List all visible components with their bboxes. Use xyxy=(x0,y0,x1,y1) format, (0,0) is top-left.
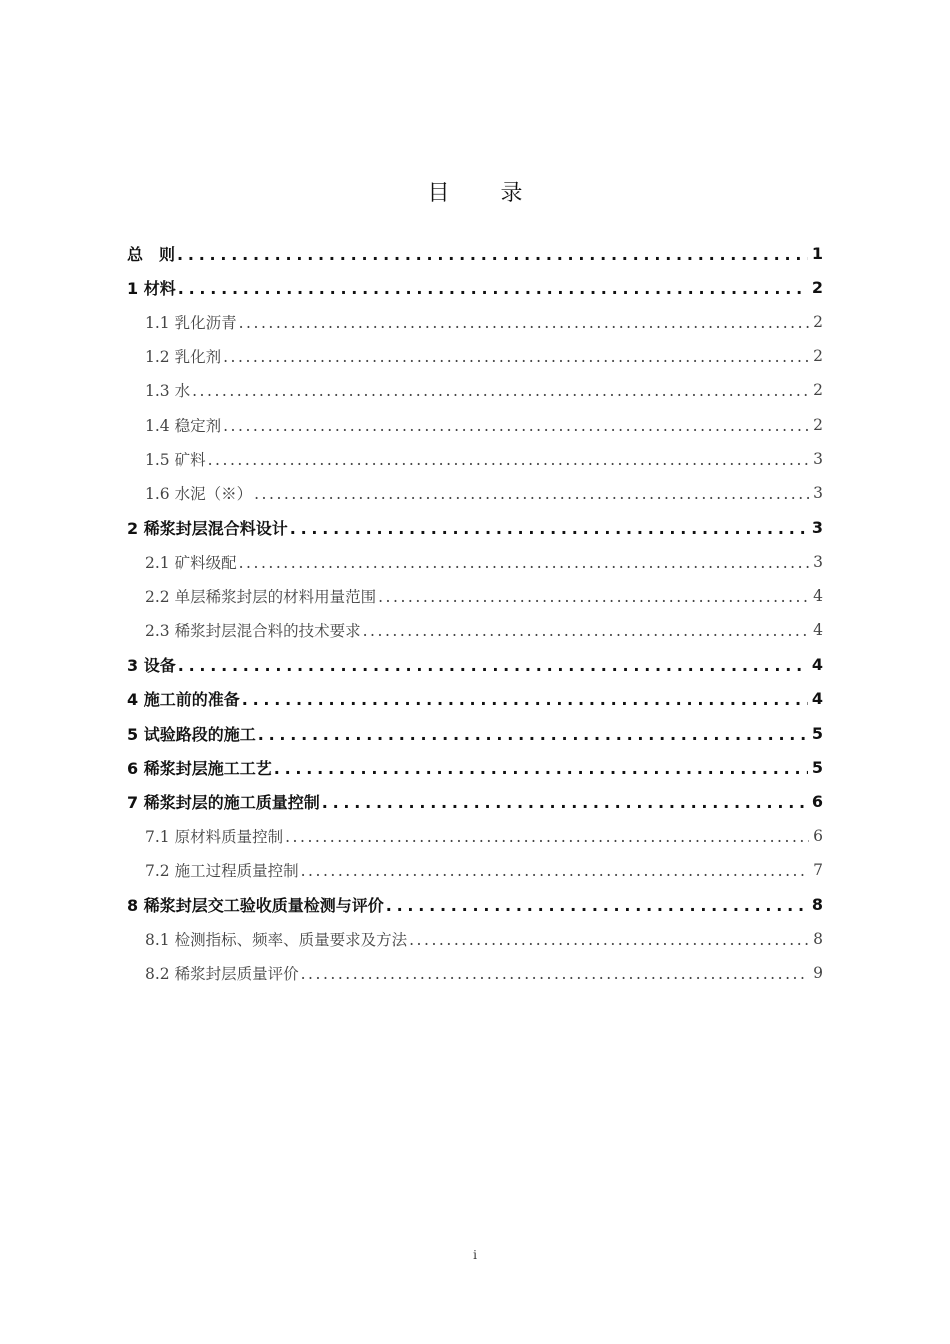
toc-entry[interactable] xyxy=(145,373,823,407)
toc-entry-page: 6 xyxy=(811,792,823,812)
toc-leader-dots xyxy=(290,519,808,538)
toc-entry[interactable] xyxy=(127,682,823,716)
toc-leader-dots xyxy=(285,828,809,846)
toc-entry-page: 2 xyxy=(813,312,823,331)
toc-entry-label: 1.2 乳化剂 xyxy=(145,347,222,366)
toc-entry[interactable] xyxy=(145,819,823,853)
toc-entry-label: 1 材料 xyxy=(127,278,176,298)
toc-entry[interactable] xyxy=(145,956,823,990)
toc-entry-label: 2.2 单层稀浆封层的材料用量范围 xyxy=(145,588,377,606)
toc-leader-dots xyxy=(301,965,809,983)
toc-entry[interactable] xyxy=(127,510,823,544)
toc-entry-label: 8 稀浆封层交工验收质量检测与评价 xyxy=(127,896,384,916)
toc-entry[interactable] xyxy=(145,305,823,339)
toc-entry-page: 3 xyxy=(813,484,823,503)
toc-entry-page: 6 xyxy=(813,827,823,846)
page-number: i xyxy=(473,1248,477,1262)
toc-entry[interactable] xyxy=(127,648,823,682)
toc-entry[interactable] xyxy=(145,922,823,956)
toc-entry[interactable] xyxy=(127,270,823,304)
toc-entry-page: 7 xyxy=(813,861,823,880)
toc-entry[interactable] xyxy=(145,408,823,442)
toc-leader-dots xyxy=(386,896,808,915)
toc-entry-page: 8 xyxy=(811,895,823,915)
toc-leader-dots xyxy=(178,279,808,298)
toc-leader-dots xyxy=(242,690,808,709)
toc-entry-label: 1.3 水 xyxy=(145,382,191,401)
toc-entry[interactable] xyxy=(145,853,823,887)
toc-entry-page: 2 xyxy=(813,381,823,400)
toc-leader-dots xyxy=(254,485,809,503)
toc-entry-label: 1.1 乳化沥青 xyxy=(145,313,237,332)
toc-leader-dots xyxy=(178,656,808,675)
toc-entry[interactable] xyxy=(145,339,823,373)
toc-entry-label: 总 则 xyxy=(127,244,176,264)
toc-entry[interactable] xyxy=(127,888,823,922)
toc-entry[interactable] xyxy=(145,613,823,647)
toc-entry-page: 5 xyxy=(811,758,823,777)
toc-entry-label: 4 施工前的准备 xyxy=(127,690,240,710)
toc-entry[interactable] xyxy=(127,716,823,750)
toc-entry[interactable] xyxy=(145,476,823,510)
toc-entry-label: 7.2 施工过程质量控制 xyxy=(145,862,299,881)
toc-entry-label: 6 稀浆封层施工工艺 xyxy=(127,759,272,778)
toc-leader-dots xyxy=(258,725,808,744)
toc-title: 目 录 xyxy=(427,181,545,206)
toc-entry[interactable] xyxy=(127,751,823,785)
toc-leader-dots xyxy=(409,931,809,949)
toc-entry-page: 4 xyxy=(813,621,823,640)
toc-entry[interactable] xyxy=(127,236,823,270)
toc-leader-dots xyxy=(239,314,809,332)
toc-entry-page: 1 xyxy=(811,243,823,263)
toc-entry-page: 3 xyxy=(813,552,823,571)
toc-leader-dots xyxy=(192,382,809,400)
toc-entry-label: 8.1 检测指标、频率、质量要求及方法 xyxy=(145,931,408,949)
toc-leader-dots xyxy=(239,554,809,572)
toc-entry-page: 4 xyxy=(811,689,823,709)
toc-entry-label: 7 稀浆封层的施工质量控制 xyxy=(127,793,320,813)
toc-entry-label: 8.2 稀浆封层质量评价 xyxy=(145,965,299,984)
toc-leader-dots xyxy=(363,622,809,640)
toc-entry-page: 9 xyxy=(813,964,823,983)
toc-entry-label: 1.4 稳定剂 xyxy=(145,416,222,435)
toc-entry-label: 2.1 矿料级配 xyxy=(145,553,237,572)
toc-entry-label: 7.1 原材料质量控制 xyxy=(145,828,284,847)
toc-leader-dots xyxy=(274,759,808,778)
toc-leader-dots xyxy=(177,245,808,264)
toc-entry-page: 4 xyxy=(811,655,823,675)
toc-entry-label: 1.6 水泥（※） xyxy=(145,485,253,504)
toc-leader-dots xyxy=(208,451,809,469)
toc-entry-page: 2 xyxy=(811,277,823,297)
toc-entry-page: 5 xyxy=(811,723,823,743)
toc-leader-dots xyxy=(301,862,809,880)
toc-entry-page: 8 xyxy=(813,930,823,948)
toc-leader-dots xyxy=(378,588,809,606)
toc-entry-label: 2.3 稀浆封层混合料的技术要求 xyxy=(145,622,361,641)
toc-entry-page: 3 xyxy=(811,517,823,537)
toc-entry-label: 2 稀浆封层混合料设计 xyxy=(127,518,288,538)
toc-entry[interactable] xyxy=(145,442,823,476)
toc-entry[interactable] xyxy=(145,545,823,579)
toc-entry-label: 5 试验路段的施工 xyxy=(127,724,256,744)
toc-entry[interactable] xyxy=(145,579,823,613)
toc-entry-page: 2 xyxy=(813,346,823,365)
toc-entry-label: 3 设备 xyxy=(127,656,176,676)
toc-entry-label: 1.5 矿料 xyxy=(145,450,206,469)
toc-entry-page: 4 xyxy=(813,587,823,605)
toc-entry-page: 3 xyxy=(813,449,823,468)
toc-leader-dots xyxy=(223,417,809,435)
toc-entry-page: 2 xyxy=(813,415,823,434)
toc-entry[interactable] xyxy=(127,785,823,819)
toc-leader-dots xyxy=(322,793,808,812)
toc-leader-dots xyxy=(223,348,809,366)
